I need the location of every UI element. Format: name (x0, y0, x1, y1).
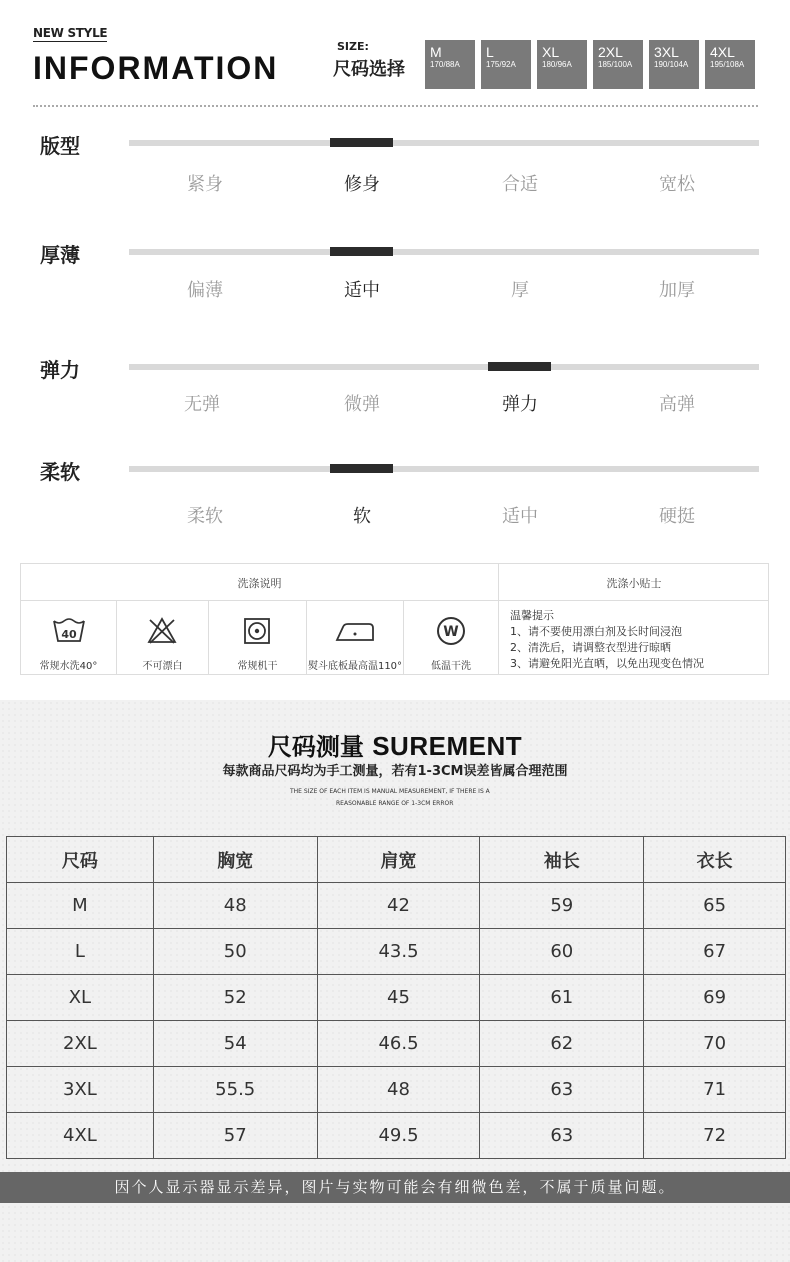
table-cell: 59 (480, 883, 644, 929)
table-cell: 42 (317, 883, 480, 929)
table-cell: 62 (480, 1021, 644, 1067)
table-cell: L (7, 929, 154, 975)
table-cell: 48 (317, 1067, 480, 1113)
measurement-title-cn: 尺码测量 (267, 733, 364, 761)
measurement-subtitle: 每款商品尺码均为手工测量，若有1-3CM误差皆属合理范围 (222, 764, 568, 779)
table-cell: 54 (153, 1021, 317, 1067)
table-row (7, 1113, 786, 1159)
table-cell: 49.5 (317, 1113, 480, 1159)
size-spec: 170/88A (430, 60, 460, 69)
size-spec: 175/92A (486, 60, 516, 69)
wash-table (20, 563, 769, 675)
table-row (7, 1021, 786, 1067)
wash-item (209, 601, 306, 675)
size-option-xl[interactable] (537, 40, 587, 89)
column-header: 肩宽 (317, 837, 480, 883)
attribute-option: 硬挺 (659, 506, 695, 527)
attribute-option: 宽松 (659, 174, 695, 195)
attribute-label: 版型 (40, 134, 80, 158)
table-cell: 52 (153, 975, 317, 1021)
column-header: 胸宽 (153, 837, 317, 883)
table-row (7, 929, 786, 975)
disclaimer-bar: 因个人显示器显示差异，图片与实物可能会有细微色差，不属于质量问题。 (0, 1172, 790, 1203)
measurement-title (0, 727, 790, 762)
attribute-option: 适中 (344, 280, 380, 301)
iron-icon (307, 615, 403, 647)
size-spec: 180/96A (542, 60, 572, 69)
header-divider (33, 105, 758, 107)
attribute-option: 软 (353, 506, 371, 527)
table-row (7, 975, 786, 1021)
table-cell: 65 (644, 883, 786, 929)
attribute-option: 偏薄 (187, 280, 223, 301)
table-cell: 55.5 (153, 1067, 317, 1113)
page-title: INFORMATION (33, 50, 279, 86)
table-cell: 69 (644, 975, 786, 1021)
table-cell: 61 (480, 975, 644, 1021)
attribute-option: 加厚 (659, 280, 695, 301)
tumble-dry-icon (209, 615, 306, 647)
attribute-track (129, 140, 759, 146)
wash-header: 洗涤说明 (237, 577, 282, 590)
attribute-marker[interactable] (330, 247, 393, 256)
tip-item: 3、请避免阳光直晒，以免出现变色情况 (510, 657, 704, 670)
attribute-label: 厚薄 (40, 243, 80, 267)
table-header-row (7, 837, 786, 883)
table-cell: 4XL (7, 1113, 154, 1159)
size-spec: 195/108A (710, 60, 745, 69)
table-cell: 67 (644, 929, 786, 975)
no-bleach-icon (117, 615, 208, 647)
attribute-option: 高弹 (659, 394, 695, 415)
wash-caption: 常规机干 (237, 661, 278, 672)
attribute-option: 紧身 (187, 174, 223, 195)
dry-clean-icon (404, 615, 498, 647)
wash-tips (510, 608, 704, 672)
table-cell: 48 (153, 883, 317, 929)
table-cell: 63 (480, 1113, 644, 1159)
size-label: SIZE: (337, 40, 369, 53)
attribute-marker[interactable] (488, 362, 551, 371)
table-cell: M (7, 883, 154, 929)
table-cell: 46.5 (317, 1021, 480, 1067)
attribute-marker[interactable] (330, 464, 393, 473)
table-cell: 57 (153, 1113, 317, 1159)
size-name: M (430, 44, 442, 60)
size-option-m[interactable] (425, 40, 475, 89)
size-name: XL (542, 44, 560, 60)
wash-item (21, 601, 116, 675)
wash-item (117, 601, 208, 675)
dry-clean-text: W (443, 624, 459, 640)
attribute-track (129, 364, 759, 370)
attribute-track (129, 466, 759, 472)
tip-item: 1、请不要使用漂白剂及长时间浸泡 (510, 625, 682, 638)
wash-40-icon (21, 615, 116, 647)
column-header: 袖长 (480, 837, 644, 883)
size-name: L (486, 44, 494, 60)
size-option-2xl[interactable] (593, 40, 643, 89)
measurement-note-line: THE SIZE OF EACH ITEM IS MANUAL MEASUREMENT, IF THERE IS A (290, 788, 490, 795)
tip-item: 2、清洗后，请调整衣型进行晾晒 (510, 641, 671, 654)
tips-header: 洗涤小贴士 (606, 577, 662, 590)
measurement-note (290, 786, 500, 810)
size-spec: 185/100A (598, 60, 633, 69)
wash-caption: 熨斗底板最高温110° (307, 661, 403, 672)
attribute-label: 弹力 (40, 358, 80, 382)
table-cell: 70 (644, 1021, 786, 1067)
table-cell: XL (7, 975, 154, 1021)
wash-item (404, 601, 498, 675)
new-style-label: NEW STYLE (33, 26, 108, 40)
size-name: 4XL (710, 44, 735, 60)
column-header: 衣长 (644, 837, 786, 883)
size-name: 2XL (598, 44, 623, 60)
attribute-option: 弹力 (502, 394, 538, 415)
table-cell: 50 (153, 929, 317, 975)
wash-temp-text: 40 (61, 628, 77, 641)
attribute-option: 适中 (502, 506, 538, 527)
attribute-track (129, 249, 759, 255)
table-cell: 71 (644, 1067, 786, 1113)
size-option-4xl[interactable] (705, 40, 755, 89)
size-spec: 190/104A (654, 60, 689, 69)
attribute-option: 修身 (344, 174, 380, 195)
attribute-marker[interactable] (330, 138, 393, 147)
table-cell: 3XL (7, 1067, 154, 1113)
measurement-title-en: SUREMENT (372, 731, 523, 761)
attribute-option: 无弹 (184, 394, 220, 415)
column-header: 尺码 (7, 837, 154, 883)
table-cell: 60 (480, 929, 644, 975)
measurement-note-line: REASONABLE RANGE OF 1-3CM ERROR (336, 800, 454, 807)
table-row (7, 1067, 786, 1113)
size-select-title: 尺码选择 (333, 59, 405, 80)
wash-item (307, 601, 403, 675)
table-cell: 72 (644, 1113, 786, 1159)
table-cell: 63 (480, 1067, 644, 1113)
size-name: 3XL (654, 44, 679, 60)
size-table (6, 836, 786, 1159)
wash-caption: 常规水洗40° (39, 661, 98, 672)
attribute-label: 柔软 (40, 460, 80, 484)
attribute-option: 合适 (502, 174, 538, 195)
attribute-option: 微弹 (344, 394, 380, 415)
size-option-3xl[interactable] (649, 40, 699, 89)
wash-caption: 不可漂白 (142, 661, 183, 672)
table-cell: 2XL (7, 1021, 154, 1067)
table-row (7, 883, 786, 929)
tips-title: 温馨提示 (510, 609, 554, 622)
attribute-option: 柔软 (187, 506, 223, 527)
table-cell: 45 (317, 975, 480, 1021)
wash-caption: 低温干洗 (431, 661, 471, 672)
table-cell: 43.5 (317, 929, 480, 975)
size-option-l[interactable] (481, 40, 531, 89)
attribute-option: 厚 (511, 280, 529, 301)
